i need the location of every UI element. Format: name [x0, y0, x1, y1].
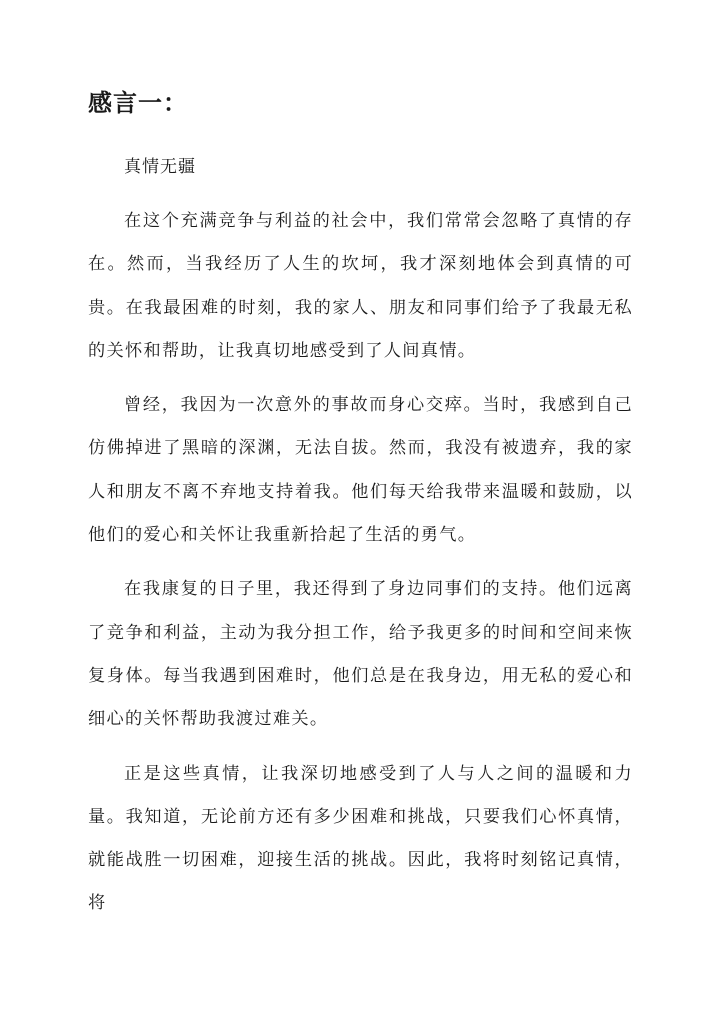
- paragraph: 在这个充满竞争与利益的社会中，我们常常会忽略了真情的存在。然而，当我经历了人生的坎坷，我才深刻地体会到真情的可贵。在我最困难的时刻，我的家人、朋友和同事们给予了我最无私的关怀和帮助，让我真切地感受到了人间真情。: [88, 211, 633, 361]
- paragraph: 曾经，我因为一次意外的事故而身心交瘁。当时，我感到自己仿佛掉进了黑暗的深渊，无法自拔。然而，我没有被遗弃，我的家人和朋友不离不弃地支持着我。他们每天给我带来温暖和鼓励，以他们的爱心和关怀让我重新拾起了生活的勇气。: [88, 395, 633, 546]
- document-heading: 感言一：: [88, 88, 188, 117]
- paragraph: 正是这些真情，让我深切地感受到了人与人之间的温暖和力量。我知道，无论前方还有多少困难和挑战，只要我们心怀真情，就能战胜一切困难，迎接生活的挑战。因此，我将时刻铭记真情，将: [88, 763, 633, 914]
- document-subtitle: 真情无疆: [124, 157, 196, 177]
- document-body: [88, 200, 633, 937]
- paragraph: 在我康复的日子里，我还得到了身边同事们的支持。他们远离了竞争和利益，主动为我分担工作，给予我更多的时间和空间来恢复身体。每当我遇到困难时，他们总是在我身边，用无私的爱心和细心的关怀帮助我渡过难关。: [88, 579, 633, 730]
